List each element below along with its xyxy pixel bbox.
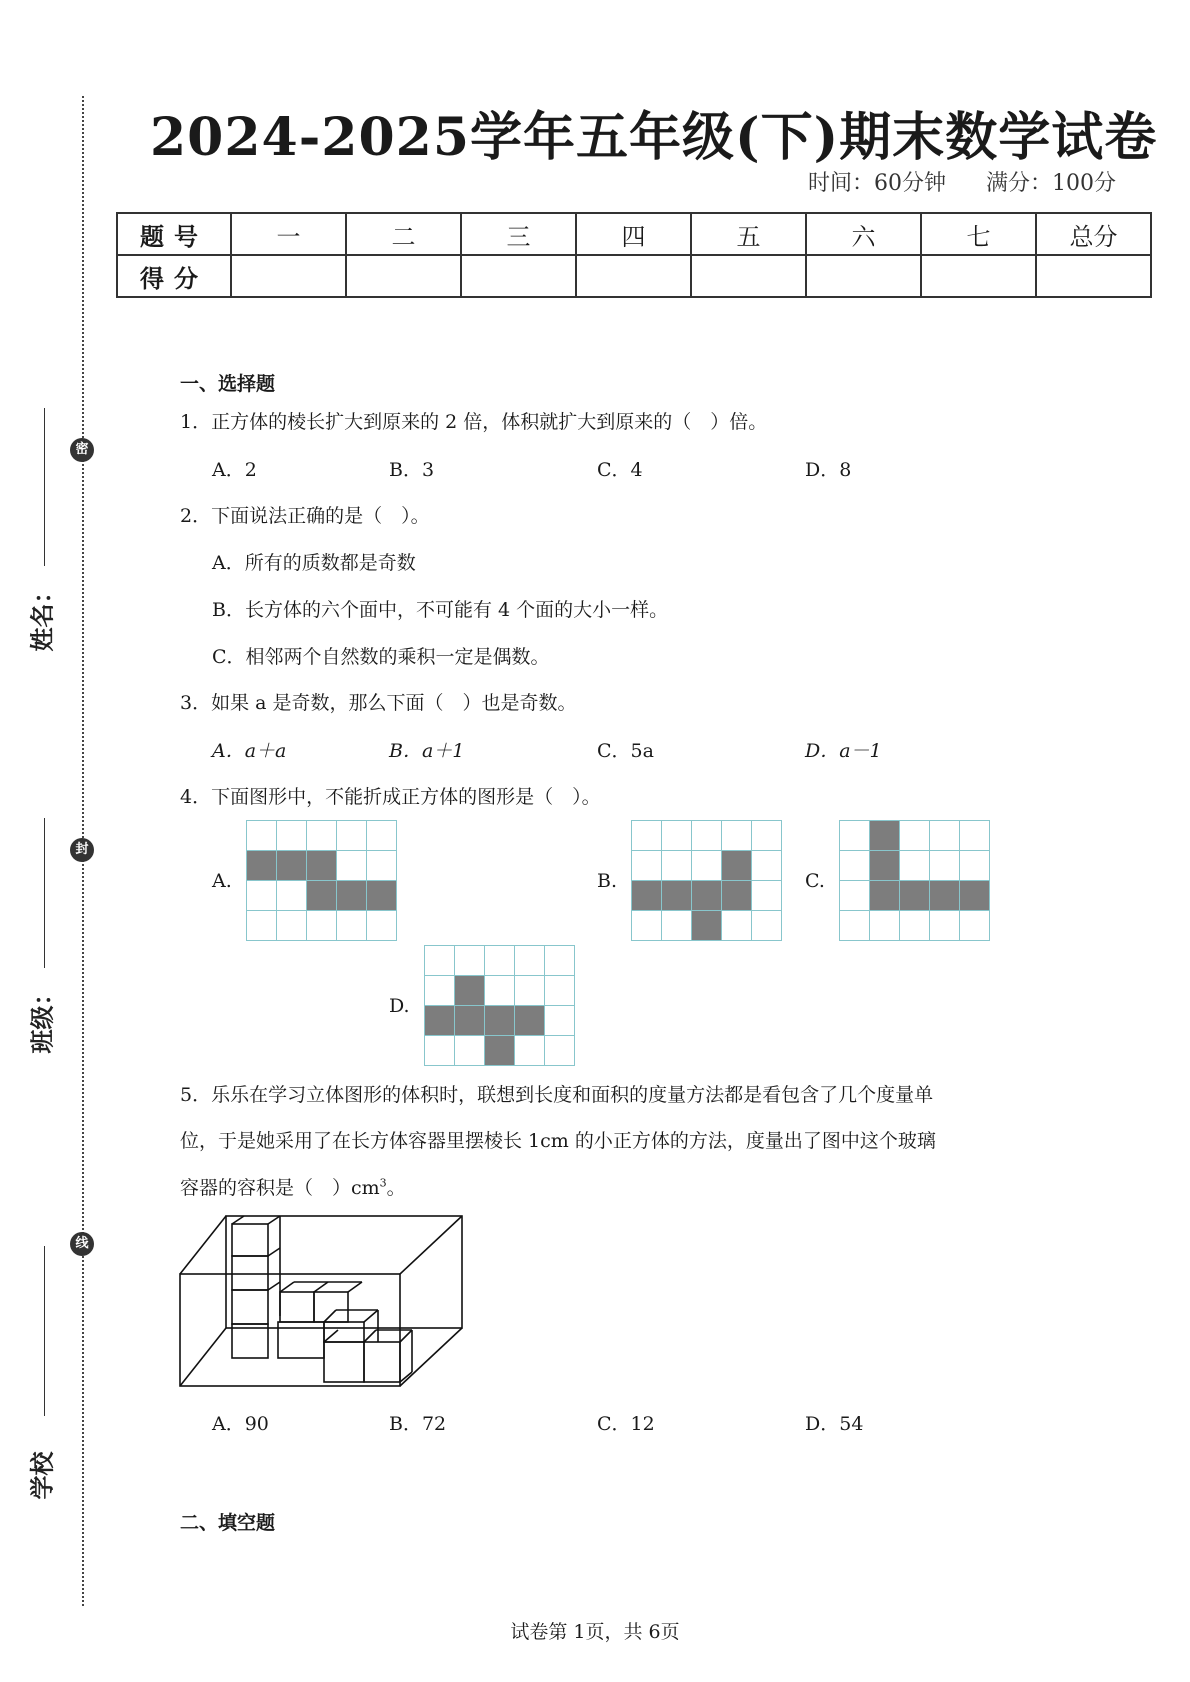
score-table-cell: 总分 [1036,213,1151,255]
score-table-cell: 二 [346,213,461,255]
exam-info [808,166,1116,197]
q4-label-a: A. [212,870,232,892]
name-label: 姓名： [28,579,57,652]
score-row-label: 得分 [117,255,231,297]
class-line [44,818,45,968]
time-label: 时间：60分钟 [808,171,946,196]
q2-option-b: B．长方体的六个面中，不可能有 4 个面的大小一样。 [212,599,669,621]
score-table-cell: 题号 [117,213,231,255]
section-heading-fill: 二、填空题 [180,1512,276,1534]
score-table-cell: 一 [231,213,346,255]
q4-label-b: B. [597,870,618,892]
q5-line3-end: 。 [386,1177,406,1199]
score-table-cell: 六 [806,213,921,255]
q2-option-c: C．相邻两个自然数的乘积一定是偶数。 [212,646,550,668]
q1-option-b: B．3 [389,459,435,481]
score-table-cell: 五 [691,213,806,255]
q4-label-c: C. [805,870,825,892]
question-3: 3．如果 a 是奇数，那么下面（ ）也是奇数。 [180,692,577,714]
q4-net-a [246,820,397,941]
section-heading-choice: 一、选择题 [180,373,276,395]
score-table-cell: 七 [921,213,1036,255]
q1-option-a: A．2 [212,459,257,481]
class-label: 班级： [28,981,57,1054]
q4-net-b [631,820,782,941]
school-label: 学校 [28,1451,57,1500]
q5-option-c: C．12 [597,1413,655,1435]
q4-net-d [424,945,575,1066]
score-table-cell: 四 [576,213,691,255]
score-input-cell[interactable] [921,255,1036,297]
score-table-cell: 三 [461,213,576,255]
score-input-cell[interactable] [691,255,806,297]
q1-option-d: D．8 [805,459,852,481]
score-input-cell[interactable] [346,255,461,297]
q2-option-a: A．所有的质数都是奇数 [212,552,416,574]
q5-option-a: A．90 [212,1413,269,1435]
question-1: 1．正方体的棱长扩大到原来的 2 倍，体积就扩大到原来的（ ）倍。 [180,411,768,433]
question-5-line-3 [180,1173,406,1200]
full-score-label: 满分：100分 [986,171,1116,196]
q3-option-b: B．a＋1 [389,740,465,762]
seal-mark-3: 线 [70,1232,94,1256]
question-5-line-1: 5．乐乐在学习立体图形的体积时，联想到长度和面积的度量方法都是看包含了几个度量单 [180,1084,934,1106]
question-4: 4．下面图形中，不能折成正方体的图形是（ ）。 [180,786,601,808]
q4-label-d: D. [389,995,410,1017]
score-table-header-row [117,213,1151,255]
q1-option-c: C．4 [597,459,643,481]
q5-option-b: B．72 [389,1413,447,1435]
score-input-cell[interactable] [806,255,921,297]
score-table [116,212,1152,298]
score-input-cell[interactable] [1036,255,1151,297]
q3-option-a: A．a＋a [212,740,287,762]
name-line [44,408,45,566]
score-table-score-row [117,255,1151,297]
q4-net-c [839,820,990,941]
school-line [44,1246,45,1416]
exam-title: 2024-2025学年五年级(下)期末数学试卷 [150,107,1158,168]
q3-option-d: D．a－1 [805,740,882,762]
q5-line3-text: 容器的容积是（ ）cm [180,1177,380,1199]
q3-option-c: C．5a [597,740,654,762]
question-5-line-2: 位，于是她采用了在长方体容器里摆棱长 1cm 的小正方体的方法，度量出了图中这个玻璃 [180,1130,936,1152]
score-input-cell[interactable] [576,255,691,297]
question-2: 2．下面说法正确的是（ ）。 [180,505,430,527]
seal-mark-2: 封 [70,838,94,862]
seal-mark-1: 密 [70,438,94,462]
q5-option-d: D．54 [805,1413,864,1435]
score-input-cell[interactable] [231,255,346,297]
score-input-cell[interactable] [461,255,576,297]
q5-superscript: 3 [379,1176,387,1190]
q5-container-figure [176,1206,466,1390]
page-footer: 试卷第 1页，共 6页 [510,1621,680,1643]
